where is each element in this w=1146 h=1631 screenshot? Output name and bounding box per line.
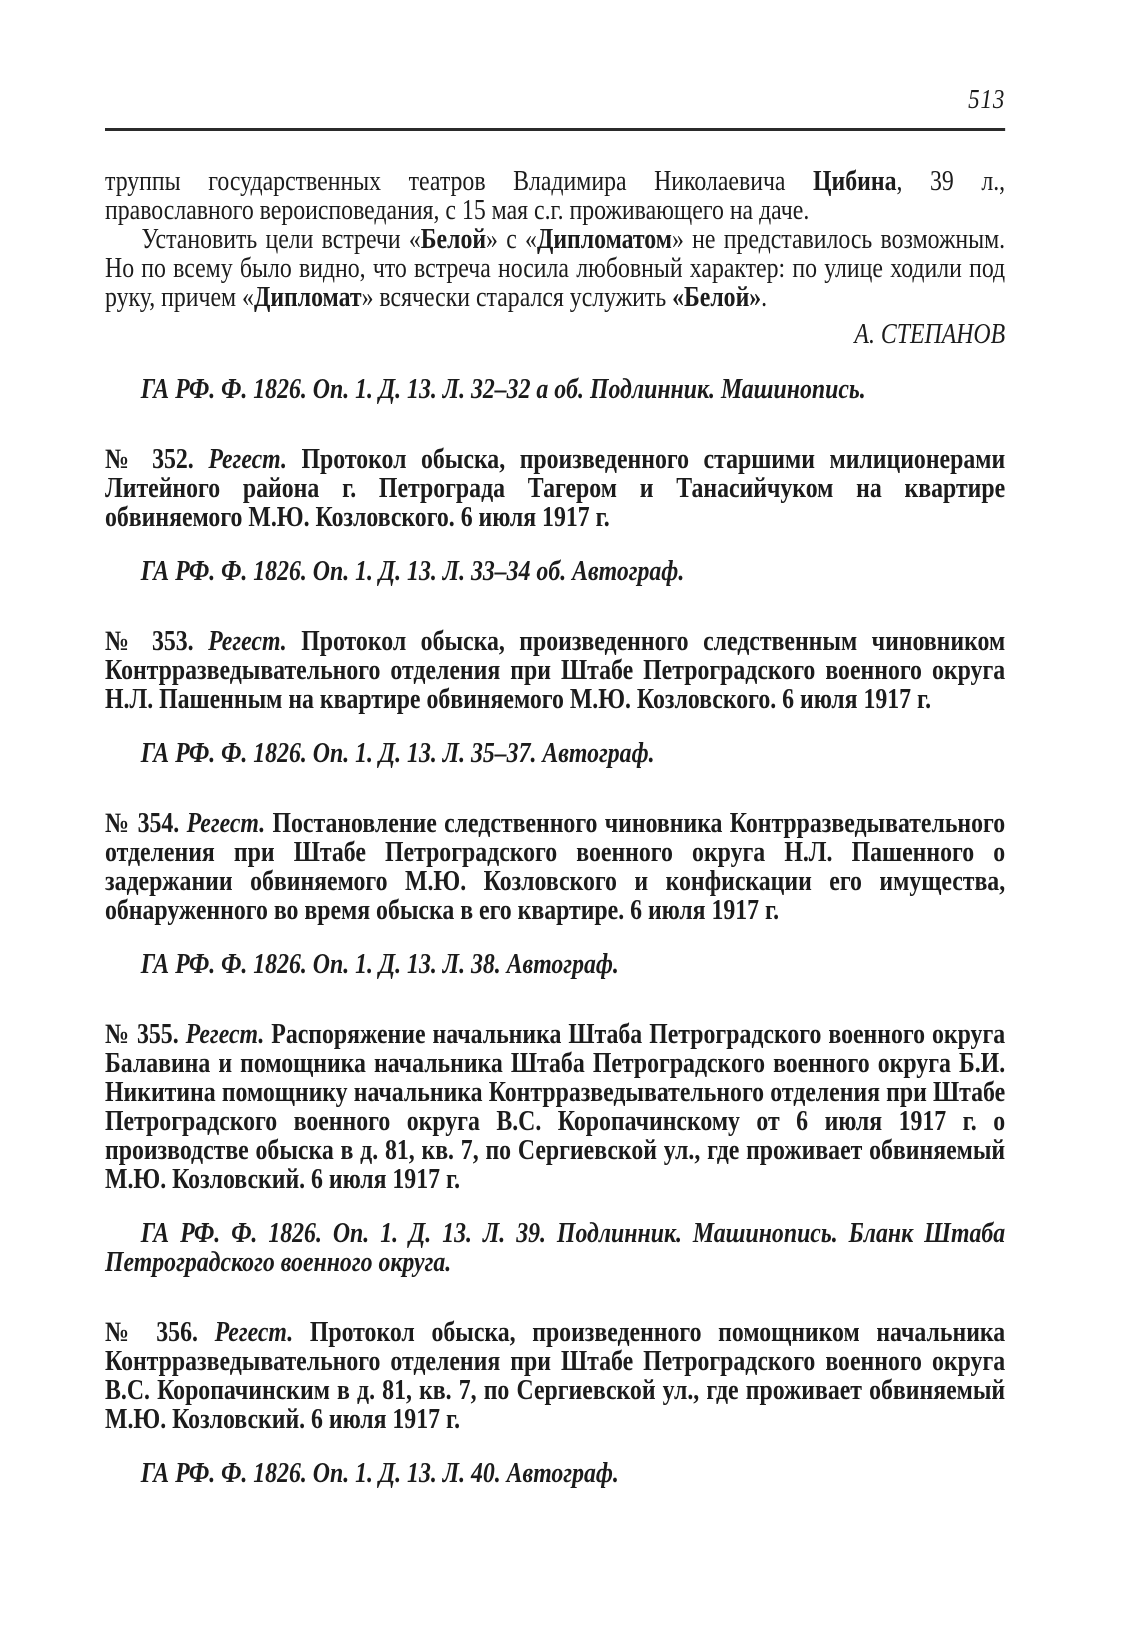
entry-353-heading: [105, 627, 1005, 714]
text-segment: Дипломат: [253, 282, 362, 313]
text-segment: , 39 л., православного вероисповедания, с 15 мая с.г. проживающего на даче.: [105, 166, 1006, 226]
entry-description: Протокол обыска, произведенного следственным чиновником Контрразведывательного отделения при Штабе Петроградского военного округа Н.Л. Пашенным на квартире обвиняемого М.Ю. Козловского. 6 июля 1917 г.: [105, 626, 1006, 715]
entry-356-heading: [105, 1318, 1005, 1434]
entry-354-heading: [105, 809, 1005, 925]
archival-reference-doc356: ГА РФ. Ф. 1826. Оп. 1. Д. 13. Л. 40. Автограф.: [140, 1458, 619, 1489]
paragraph-continuation: [105, 167, 1005, 225]
entry-number: № 354.: [105, 808, 180, 839]
archival-reference-doc351: ГА РФ. Ф. 1826. Оп. 1. Д. 13. Л. 32–32 а об. Подлинник. Машинопись.: [140, 374, 866, 405]
archival-reference-doc355: ГА РФ. Ф. 1826. Оп. 1. Д. 13. Л. 39. Подлинник. Машинопись. Бланк Штаба Петроградского военного округа.: [105, 1218, 1006, 1278]
entry-genre-label: Регест.: [214, 1317, 294, 1348]
paragraph-meeting: [105, 225, 1005, 312]
entry-352-heading: [105, 445, 1005, 532]
text-segment: » не представилось возможным. Но по всему было видно, что встреча носила любовный характер: по улице ходили под руку, причем «: [105, 224, 1006, 313]
entry-genre-label: Регест.: [208, 626, 287, 657]
page-number: 513: [968, 84, 1006, 114]
entry-number: № 356.: [105, 1317, 198, 1348]
text-segment: Дипломатом: [536, 224, 672, 255]
page-content: [105, 84, 1005, 1488]
entry-description: Распоряжение начальника Штаба Петроградского военного округа Балавина и помощника начальника Штаба Петроградского военного округа Б.И. Никитина помощнику начальника Контрразведывательного отделения при Штабе Петроградского военного округа В.С. Коропачинскому от 6 июля 1917 г. о производстве обыска в д. 81, кв. 7, по Сергиевской ул., где проживает обвиняемый М.Ю. Козловский. 6 июля 1917 г.: [105, 1019, 1006, 1195]
archival-reference-doc354: ГА РФ. Ф. 1826. Оп. 1. Д. 13. Л. 38. Автограф.: [140, 949, 619, 980]
text-segment: Белой: [420, 224, 487, 255]
text-segment: » всячески старался услужить: [361, 282, 673, 313]
entry-description: Протокол обыска, произведенного помощником начальника Контрразведывательного отделения при Штабе Петроградского военного округа В.С. Коропачинским в д. 81, кв. 7, по Сергиевской ул., где проживает обвиняемый М.Ю. Козловский. 6 июля 1917 г.: [105, 1317, 1006, 1435]
entry-genre-label: Регест.: [185, 1019, 265, 1050]
header-rule: [105, 128, 1005, 131]
entry-number: № 352.: [105, 444, 194, 475]
entry-355-heading: [105, 1020, 1005, 1194]
entry-description: Постановление следственного чиновника Контрразведывательного отделения при Штабе Петроградского военного округа Н.Л. Пашенного о задержании обвиняемого М.Ю. Козловского и конфискации его имущества, обнаруженного во время обыска в его квартире. 6 июля 1917 г.: [105, 808, 1006, 926]
archival-reference-doc353: ГА РФ. Ф. 1826. Оп. 1. Д. 13. Л. 35–37. Автограф.: [140, 738, 655, 769]
entry-description: Протокол обыска, произведенного старшими милиционерами Литейного района г. Петрограда Тагером и Танасийчуком на квартире обвиняемого М.Ю. Козловского. 6 июля 1917 г.: [105, 444, 1006, 533]
entry-number: № 355.: [105, 1019, 179, 1050]
archival-reference-doc352: ГА РФ. Ф. 1826. Оп. 1. Д. 13. Л. 33–34 об. Автограф.: [140, 556, 685, 587]
text-segment: » с «: [486, 224, 537, 255]
text-segment: труппы государственных театров Владимира Николаевича: [105, 166, 814, 197]
entry-genre-label: Регест.: [186, 808, 266, 839]
entry-number: № 353.: [105, 626, 194, 657]
signature-stepanov: А. СТЕПАНОВ: [854, 319, 1006, 350]
text-segment: Установить цели встречи «: [141, 224, 421, 255]
text-segment: «Белой»: [672, 282, 762, 313]
entry-genre-label: Регест.: [208, 444, 287, 475]
text-segment: Цибина: [813, 166, 897, 197]
text-segment: .: [761, 282, 768, 313]
